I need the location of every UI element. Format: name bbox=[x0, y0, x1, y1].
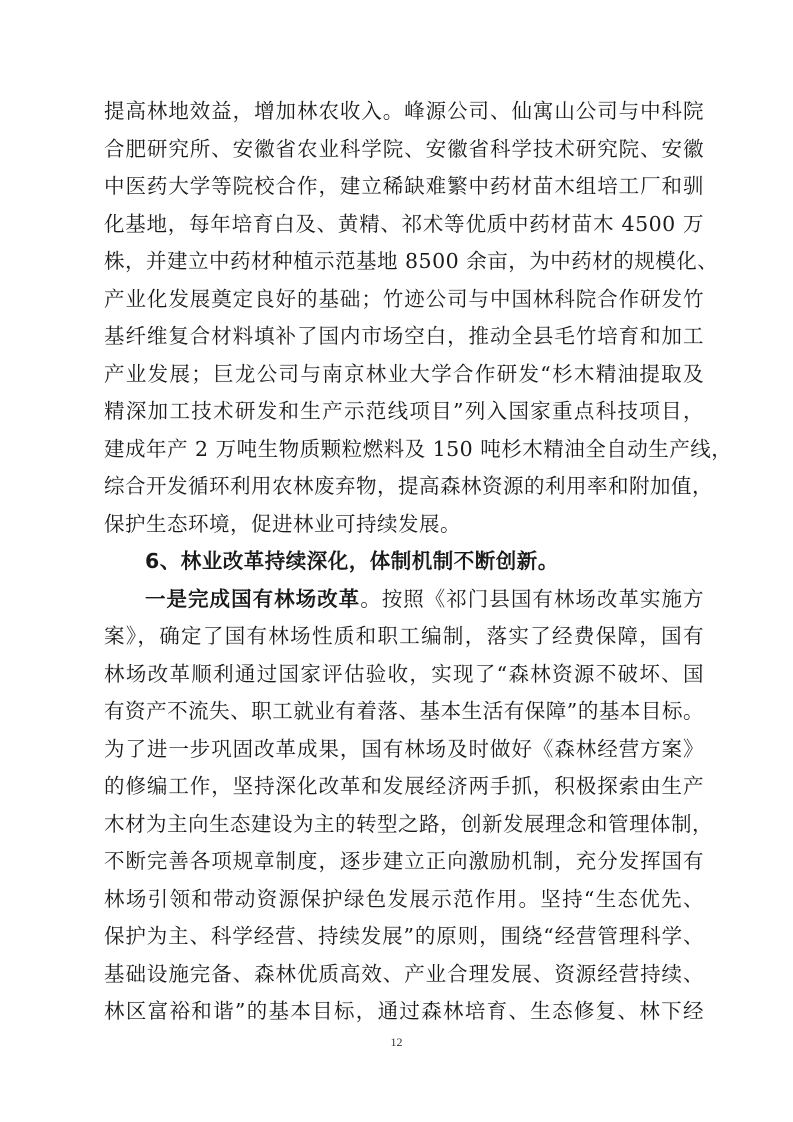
page-number: 12 bbox=[390, 1035, 403, 1049]
text-line: 保护为主、科学经营、持续发展”的原则，围绕“经营管理科学、 bbox=[104, 924, 704, 948]
text-line: 有资产不流失、职工就业有着落、基本生活有保障”的基本目标。 bbox=[104, 699, 704, 723]
text-line: 木材为主向生态建设为主的转型之路，创新发展理念和管理体制， bbox=[104, 811, 713, 836]
text-line: 的修编工作，坚持深化改革和发展经济两手抓，积极探索由生产 bbox=[104, 774, 704, 798]
text-line: 化基地，每年培育白及、黄精、祁术等优质中药材苗木 4500 万 bbox=[104, 211, 704, 236]
text-line: 提高林地效益，增加林农收入。峰源公司、仙寓山公司与中科院 bbox=[104, 99, 704, 123]
section-heading: 6、林业改革持续深化，体制机制不断创新。 bbox=[145, 549, 559, 573]
text-line: 为了进一步巩固改革成果，国有林场及时做好《森林经营方案》 bbox=[104, 736, 704, 761]
text-line: 中医药大学等院校合作，建立稀缺难繁中药材苗木组培工厂和驯 bbox=[104, 174, 704, 198]
text-line: 林区富裕和谐”的基本目标，通过森林培育、生态修复、林下经 bbox=[104, 999, 704, 1023]
text-line: 产业化发展奠定良好的基础；竹迹公司与中国林科院合作研发竹 bbox=[104, 286, 704, 311]
text-line: 林场改革顺利通过国家评估验收，实现了“森林资源不破坏、国 bbox=[104, 661, 704, 686]
text-line: 株，并建立中药材种植示范基地 8500 余亩，为中药材的规模化、 bbox=[104, 249, 719, 273]
text-line: 不断完善各项规章制度，逐步建立正向激励机制，充分发挥国有 bbox=[104, 849, 704, 873]
text-line: 产业发展；巨龙公司与南京林业大学合作研发“杉木精油提取及 bbox=[104, 361, 704, 386]
paragraph-lead: 一是完成国有林场改革 bbox=[145, 586, 361, 611]
text-line bbox=[104, 581, 704, 619]
text-line: 合肥研究所、安徽省农业科学院、安徽省科学技术研究院、安徽 bbox=[104, 136, 704, 161]
text-line: 基纤维复合材料填补了国内市场空白，推动全县毛竹培育和加工 bbox=[104, 324, 704, 348]
text-line: 保护生态环境，促进林业可持续发展。 bbox=[104, 511, 461, 536]
text-line: 精深加工技术研发和生产示范线项目”列入国家重点科技项目， bbox=[104, 399, 704, 423]
document-body bbox=[104, 93, 733, 1031]
paragraph-lead-rest: 。按照《祁门县国有林场改革实施方 bbox=[360, 586, 705, 611]
text-line: 建成年产 2 万吨生物质颗粒燃料及 150 吨杉木精油全自动生产线， bbox=[104, 436, 733, 461]
paragraph-2 bbox=[104, 581, 713, 1031]
text-line: 案》，确定了国有林场性质和职工编制，落实了经费保障，国有 bbox=[104, 624, 704, 648]
text-line: 基础设施完备、森林优质高效、产业合理发展、资源经营持续、 bbox=[104, 961, 704, 986]
text-line: 林场引领和带动资源保护绿色发展示范作用。坚持“生态优先、 bbox=[104, 886, 704, 911]
paragraph-1 bbox=[104, 93, 733, 543]
text-line: 综合开发循环利用农林废弃物，提高森林资源的利用率和附加值， bbox=[104, 474, 713, 498]
